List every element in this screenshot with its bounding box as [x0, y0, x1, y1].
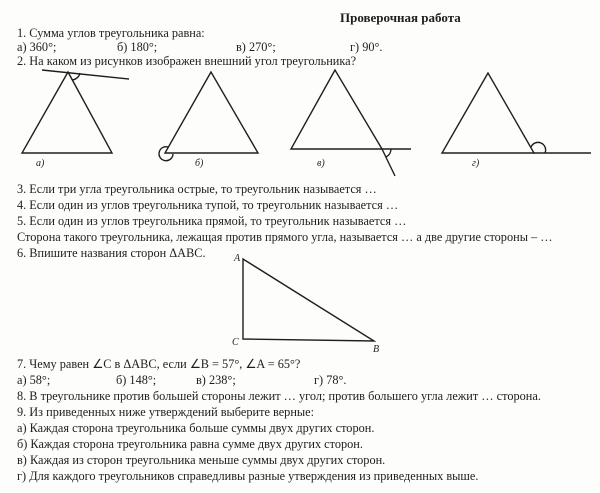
figure-b-triangle: [159, 72, 258, 161]
figure-label-a: а): [36, 158, 45, 169]
question-5: 5. Если один из углов треугольника прямой, то треугольник называется …: [17, 214, 407, 228]
page-title: Проверочная работа: [340, 10, 461, 25]
figure-d-triangle: [442, 73, 591, 153]
question-7: 7. Чему равен ∠C в ΔABC, если ∠B = 57°, ∠A = 65°?: [17, 357, 301, 371]
triangle-abc: [243, 259, 374, 341]
vertex-b: B: [373, 344, 380, 355]
question-2: 2. На каком из рисунков изображен внешний угол треугольника?: [17, 54, 357, 68]
question-4: 4. Если один из углов треугольника тупой, то треугольник называется …: [17, 198, 399, 212]
q9-option-a: а) Каждая сторона треугольника больше суммы двух других сторон.: [17, 421, 375, 435]
q9-option-c: в) Каждая из сторон треугольника меньше суммы двух других сторон.: [17, 453, 386, 467]
question-3: 3. Если три угла треугольника острые, то треугольник называется …: [17, 182, 377, 196]
figure-a-triangle: [22, 70, 129, 153]
figure-label-c: в): [317, 158, 325, 169]
q7-option-b: б) 148°;: [116, 373, 157, 387]
q7-option-d: г) 78°.: [314, 373, 347, 387]
question-1: 1. Сумма углов треугольника равна:: [17, 26, 205, 40]
question-8: 8. В треугольнике против большей стороны лежит … угол; против большего угла лежит … сторона.: [17, 389, 541, 403]
q1-option-a: а) 360°;: [17, 40, 57, 54]
question-9: 9. Из приведенных ниже утверждений выберите верные:: [17, 405, 315, 419]
figure-label-b: б): [195, 158, 204, 169]
q7-option-a: а) 58°;: [17, 373, 51, 387]
figure-c-triangle: [291, 70, 411, 176]
figure-label-d: г): [472, 158, 480, 169]
q9-option-b: б) Каждая сторона треугольника равна сумме двух других сторон.: [17, 437, 363, 451]
vertex-a: A: [234, 253, 241, 264]
question-6: 6. Впишите названия сторон ΔABC.: [17, 246, 206, 260]
q7-option-c: в) 238°;: [196, 373, 236, 387]
q9-option-d: г) Для каждого треугольников справедливы разные утверждения из приведенных выше.: [17, 469, 479, 483]
vertex-c: C: [232, 337, 239, 348]
q1-option-b: б) 180°;: [117, 40, 158, 54]
q1-option-c: в) 270°;: [236, 40, 276, 54]
question-5-continued: Сторона такого треугольника, лежащая против прямого угла, называется … а две другие стороны – …: [17, 230, 553, 244]
q1-option-d: г) 90°.: [350, 40, 383, 54]
